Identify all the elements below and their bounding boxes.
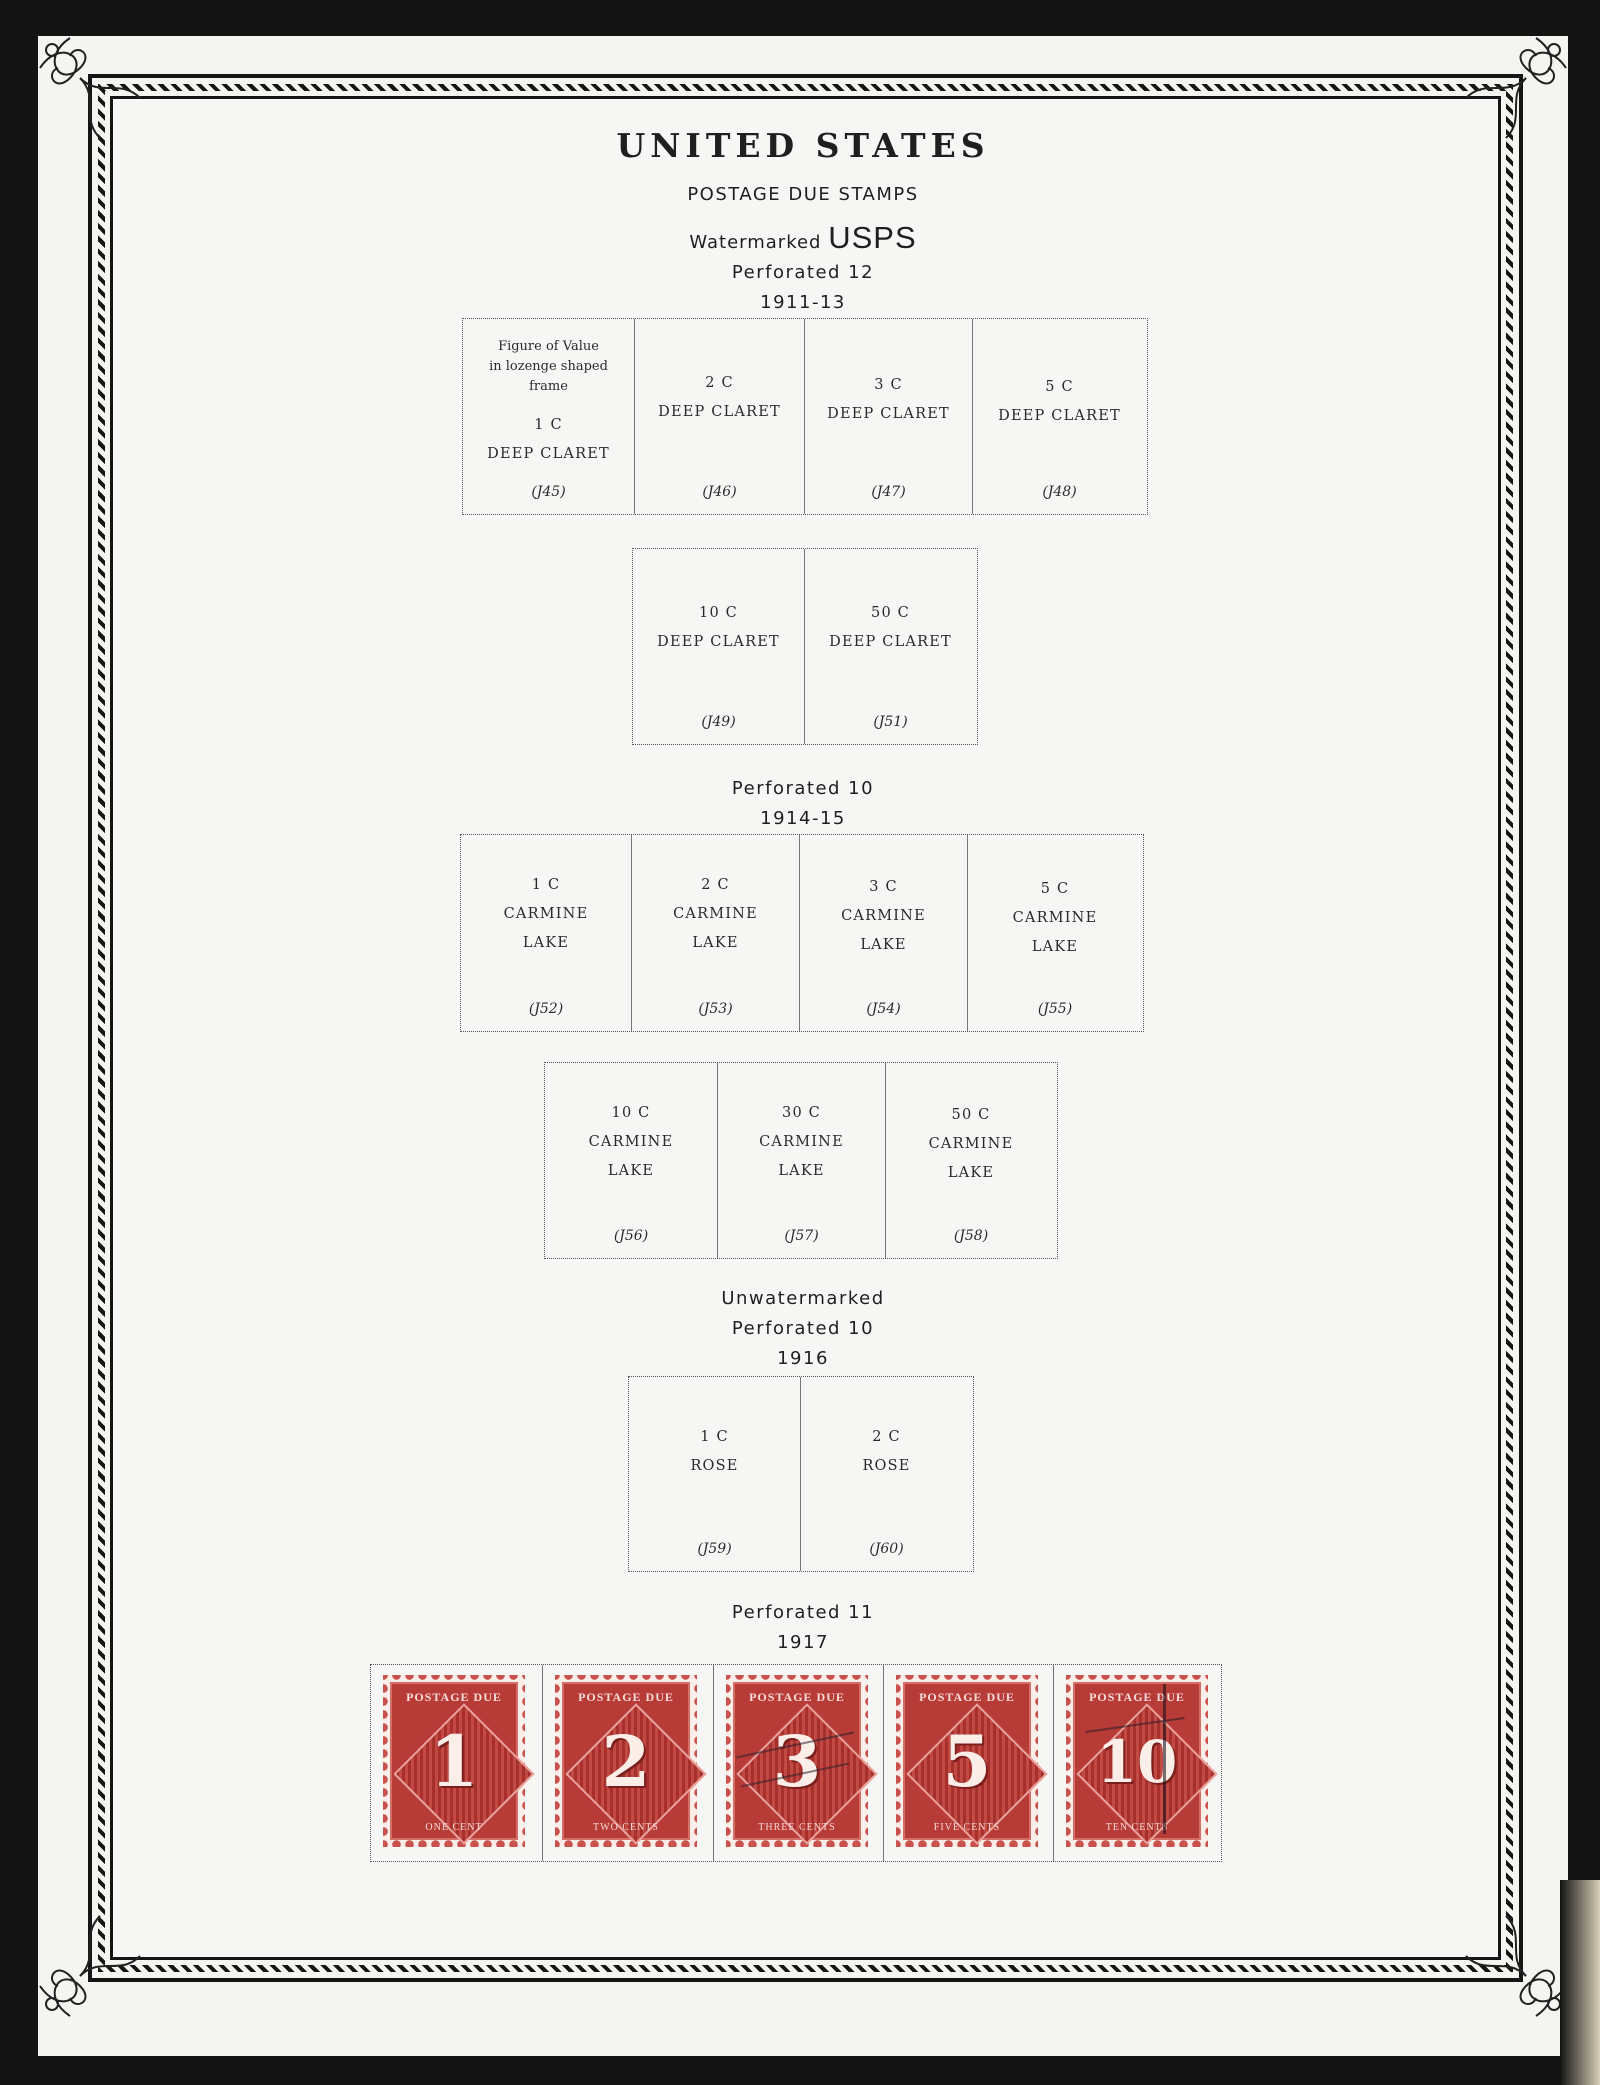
stamp-top-text: POSTAGE DUE: [578, 1690, 674, 1704]
stamp-bottom-text: TWO CENTS: [593, 1822, 659, 1833]
stamp-color: LAKE: [1031, 939, 1079, 955]
catalog-number: (J59): [697, 1541, 732, 1557]
stamp-color: CARMINE: [673, 906, 758, 922]
corner-ornament-bottom-right: [1456, 1906, 1576, 2026]
postage-due-stamp: [555, 1675, 697, 1847]
stamp-value: 3 C: [874, 377, 903, 393]
watermark-heading: [38, 220, 1568, 256]
stamp-numeral: 1: [429, 1720, 479, 1803]
cancellation-mark: [1163, 1684, 1166, 1834]
stamp-top-text: POSTAGE DUE: [1089, 1690, 1185, 1704]
stamp-bottom-text: ONE CENT: [425, 1822, 483, 1833]
stamp-space-j56[interactable]: [545, 1063, 718, 1258]
stamp-row-3: [460, 834, 1144, 1032]
watermark-mark: USPS: [828, 220, 917, 255]
stamp-row-5: [628, 1376, 974, 1572]
stamp-color: LAKE: [607, 1163, 655, 1179]
postage-due-stamp: [383, 1675, 525, 1847]
stamp-row-4: [544, 1062, 1058, 1259]
stamp-color: DEEP CLARET: [829, 634, 952, 650]
stamp-top-text: POSTAGE DUE: [406, 1690, 502, 1704]
stamp-space-j60[interactable]: [801, 1377, 972, 1571]
stamp-3-cents[interactable]: [714, 1665, 884, 1861]
stamp-bottom-text: TEN CENTS: [1105, 1822, 1169, 1833]
stamp-value: 2 C: [872, 1429, 901, 1445]
postage-due-stamp: [726, 1675, 868, 1847]
stamp-top-text: POSTAGE DUE: [919, 1690, 1015, 1704]
stamp-numeral: 5: [942, 1720, 992, 1803]
stamp-space-j45[interactable]: [463, 319, 635, 514]
stamp-value: 1 C: [700, 1429, 729, 1445]
stamp-value: 3 C: [869, 879, 898, 895]
stamp-color: LAKE: [947, 1165, 995, 1181]
stamp-color: ROSE: [690, 1458, 739, 1474]
design-note-line: Figure of Value: [498, 339, 599, 354]
catalog-number: (J47): [871, 484, 906, 500]
stamp-2-cents[interactable]: [543, 1665, 714, 1861]
stamp-color: CARMINE: [588, 1134, 674, 1150]
section-2-years: 1914-15: [760, 808, 846, 829]
section-3-perforation: Perforated 10: [731, 1318, 875, 1339]
section-3-years: 1916: [777, 1348, 829, 1369]
section-1-years: 1911-13: [760, 292, 846, 313]
stamp-color: DEEP CLARET: [657, 634, 780, 650]
stamp-numeral: 10: [1096, 1728, 1178, 1796]
catalog-number: (J45): [531, 484, 566, 500]
stamp-value: 1 C: [534, 417, 563, 433]
design-note: [463, 337, 634, 397]
catalog-number: (J51): [873, 714, 908, 730]
design-note-line: in lozenge shaped: [489, 359, 608, 374]
stamp-space-j49[interactable]: [633, 549, 805, 744]
stamp-value: 2 C: [701, 877, 730, 893]
stamp-color: LAKE: [522, 935, 570, 951]
stamp-space-j59[interactable]: [629, 1377, 801, 1571]
stamp-value: 5 C: [1040, 881, 1070, 897]
catalog-number: (J52): [528, 1001, 564, 1017]
stamp-bottom-text: FIVE CENTS: [933, 1822, 1001, 1833]
stamp-row-2: [632, 548, 978, 745]
postage-due-stamp: [896, 1675, 1038, 1847]
stamp-color: DEEP CLARET: [487, 446, 610, 462]
section-4-years: 1917: [777, 1632, 829, 1653]
watermark-prefix: Watermarked: [689, 232, 822, 253]
catalog-number: (J60): [869, 1541, 904, 1557]
stamp-color: DEEP CLARET: [827, 406, 950, 422]
catalog-number: (J56): [613, 1228, 649, 1244]
stamp-row-1: [462, 318, 1148, 515]
design-note-line: frame: [529, 379, 568, 394]
page-title: UNITED STATES: [616, 126, 990, 165]
stamp-space-j52[interactable]: [461, 835, 632, 1031]
stamp-color: CARMINE: [503, 906, 589, 922]
stamp-value: 10 C: [699, 605, 738, 621]
stamp-value: 2 C: [705, 375, 734, 391]
stamp-space-j48[interactable]: [973, 319, 1146, 514]
stamp-space-j51[interactable]: [805, 549, 976, 744]
catalog-number: (J48): [1042, 484, 1077, 500]
corner-ornament-bottom-left: [30, 1906, 150, 2026]
catalog-number: (J57): [784, 1228, 819, 1244]
stamp-color: CARMINE: [928, 1136, 1014, 1152]
stamp-value: 30 C: [782, 1105, 821, 1121]
stamp-10-cents[interactable]: [1054, 1665, 1220, 1861]
catalog-number: (J54): [866, 1001, 901, 1017]
stamp-color: DEEP CLARET: [658, 404, 781, 420]
section-2-perforation: Perforated 10: [731, 778, 875, 799]
stamp-value: 1 C: [531, 877, 561, 893]
stamp-color: LAKE: [778, 1163, 825, 1179]
stamp-color: CARMINE: [1012, 910, 1098, 926]
stamp-value: 10 C: [611, 1105, 651, 1121]
stamp-color: LAKE: [692, 935, 739, 951]
stamp-color: LAKE: [860, 937, 907, 953]
stamp-space-j46[interactable]: [635, 319, 805, 514]
stamp-space-j47[interactable]: [805, 319, 973, 514]
stamp-color: CARMINE: [841, 908, 926, 924]
stamp-value: 5 C: [1045, 379, 1074, 395]
catalog-number: (J55): [1037, 1001, 1073, 1017]
stamp-5-cents[interactable]: [884, 1665, 1054, 1861]
stamp-bottom-text: THREE CENTS: [758, 1822, 836, 1833]
stamp-top-text: POSTAGE DUE: [749, 1690, 845, 1704]
section-1-perforation: Perforated 12: [731, 262, 875, 283]
stamp-space-j57[interactable]: [718, 1063, 886, 1258]
catalog-number: (J49): [701, 714, 736, 730]
stamp-space-j55[interactable]: [968, 835, 1142, 1031]
stamp-space-j53[interactable]: [632, 835, 800, 1031]
stamp-color: ROSE: [862, 1458, 911, 1474]
section-3-watermark: Unwatermarked: [721, 1288, 885, 1309]
stamp-space-j54[interactable]: [800, 835, 968, 1031]
catalog-number: (J53): [698, 1001, 733, 1017]
album-page: [38, 36, 1568, 2056]
stamp-numeral: 2: [601, 1720, 651, 1803]
section-4-perforation: Perforated 11: [731, 1602, 875, 1623]
catalog-number: (J46): [702, 484, 737, 500]
postage-due-stamp: [1066, 1675, 1208, 1847]
stamp-numeral: 3: [772, 1720, 822, 1803]
stamp-value: 50 C: [951, 1107, 991, 1123]
catalog-number: (J58): [953, 1228, 989, 1244]
page-subtitle: POSTAGE DUE STAMPS: [687, 184, 919, 205]
stamp-color: CARMINE: [759, 1134, 844, 1150]
stamp-space-j58[interactable]: [886, 1063, 1056, 1258]
stamp-row-6-mounted: [370, 1664, 1222, 1862]
stamp-1-cent[interactable]: [371, 1665, 543, 1861]
album-edge-shadow: [1560, 1880, 1600, 2085]
stamp-color: DEEP CLARET: [998, 408, 1121, 424]
stamp-value: 50 C: [871, 605, 910, 621]
